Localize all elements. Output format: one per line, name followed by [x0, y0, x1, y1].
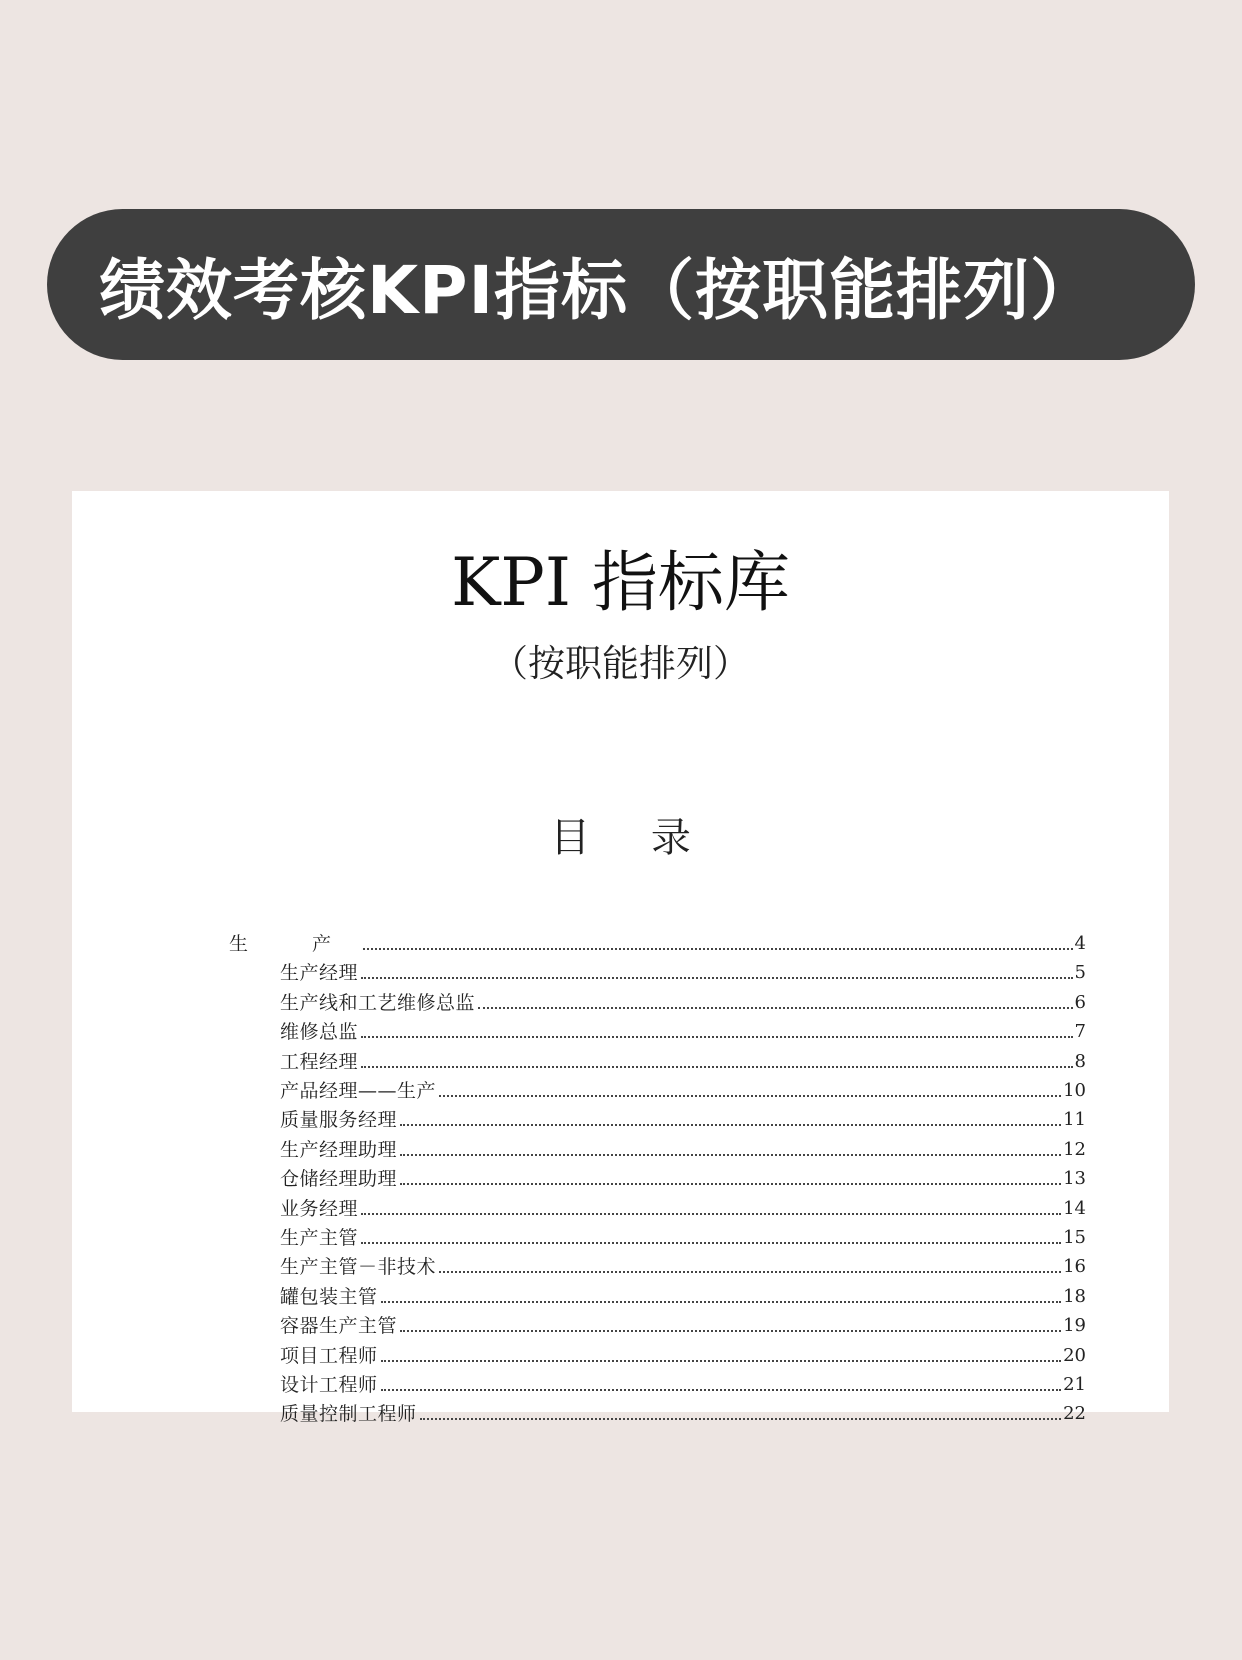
toc-entry-page-number: 22	[1063, 1403, 1086, 1425]
toc-dot-leader	[400, 1124, 1061, 1126]
toc-entry-page-number: 13	[1063, 1168, 1086, 1190]
toc-entry-label: 工程经理	[280, 1050, 359, 1073]
toc-dot-leader	[381, 1360, 1062, 1362]
toc-entry	[280, 987, 1086, 1015]
document-title: KPI 指标库	[451, 544, 790, 621]
toc-dot-leader	[381, 1301, 1062, 1303]
toc-entry	[280, 1134, 1086, 1162]
toc-entry	[280, 957, 1086, 985]
toc-dot-leader	[361, 1213, 1061, 1215]
toc-entry-label: 质量控制工程师	[280, 1403, 417, 1426]
toc-dot-leader	[361, 1242, 1061, 1244]
title-banner	[47, 209, 1195, 360]
toc-entry-page-number: 5	[1074, 962, 1086, 984]
toc-dot-leader	[439, 1271, 1061, 1273]
toc-dot-leader	[439, 1095, 1061, 1097]
toc-entry-page-number: 19	[1063, 1315, 1086, 1337]
toc-dot-leader	[400, 1154, 1061, 1156]
toc-entry	[280, 1251, 1086, 1279]
toc-dot-leader	[420, 1418, 1062, 1420]
toc-entry-page-number: 18	[1063, 1285, 1086, 1307]
toc-entry-page-number: 7	[1074, 1021, 1086, 1043]
toc-entry-label: 生产主管	[280, 1227, 359, 1249]
toc-dot-leader	[361, 1036, 1073, 1038]
toc-entry-page-number: 12	[1063, 1138, 1086, 1160]
toc-entry	[280, 1163, 1086, 1191]
toc-entry-label: 维修总监	[280, 1021, 359, 1044]
toc-dot-leader	[400, 1330, 1061, 1332]
toc-dot-leader	[400, 1183, 1061, 1185]
toc-entry	[280, 1369, 1086, 1397]
toc-entry-page-number: 8	[1074, 1050, 1086, 1072]
toc-entry-page-number: 10	[1063, 1080, 1086, 1101]
toc-entry	[280, 1104, 1086, 1132]
toc-entry	[280, 1340, 1086, 1368]
toc-entry-page-number: 16	[1063, 1256, 1086, 1278]
document-subtitle: （按职能排列）	[491, 642, 750, 685]
toc-entry-label: 生产经理助理	[280, 1138, 398, 1161]
toc-entry	[280, 1193, 1086, 1221]
toc-entry-label: 业务经理	[280, 1197, 359, 1220]
toc-entry	[280, 1046, 1086, 1074]
toc-entry	[280, 1398, 1086, 1426]
toc-entry-label: 容器生产主管	[280, 1315, 398, 1338]
toc-dot-leader	[478, 1007, 1073, 1009]
toc-entry-page-number: 11	[1063, 1109, 1086, 1131]
toc-entry-label: 生产线和工艺维修总监	[280, 991, 476, 1014]
toc-dot-leader	[381, 1389, 1062, 1391]
toc-dot-leader	[361, 1066, 1073, 1068]
toc-heading: 目 录	[550, 815, 715, 861]
toc-entry-label: 产品经理——生产	[280, 1080, 437, 1102]
toc-dot-leader	[363, 948, 1073, 950]
toc-entry	[280, 1075, 1086, 1103]
toc-entry-label: 生 产	[229, 933, 361, 955]
toc-entry-page-number: 15	[1063, 1227, 1086, 1248]
toc-dot-leader	[361, 977, 1073, 979]
banner-title: 绩效考核KPI指标（按职能排列）	[99, 252, 1098, 329]
toc-entry	[280, 1310, 1086, 1338]
toc-entry-label: 生产经理	[280, 962, 359, 985]
toc-entry	[280, 1281, 1086, 1309]
toc-entry-page-number: 21	[1063, 1374, 1086, 1395]
toc-entry-page-number: 20	[1063, 1344, 1086, 1366]
toc-entry-label: 生产主管－非技术	[280, 1256, 437, 1279]
toc-entry-page-number: 4	[1074, 933, 1086, 954]
toc-entry-label: 质量服务经理	[280, 1109, 398, 1132]
toc-entry-page-number: 6	[1074, 991, 1086, 1013]
toc-entry	[280, 1016, 1086, 1044]
toc-entry	[229, 928, 1086, 956]
document-page	[72, 491, 1169, 1426]
toc-entry-label: 项目工程师	[280, 1344, 378, 1367]
toc-entry-label: 设计工程师	[280, 1374, 378, 1396]
toc-entry-label: 罐包装主管	[280, 1285, 378, 1308]
toc-entry-label: 仓储经理助理	[280, 1168, 398, 1191]
toc-entry-page-number: 14	[1063, 1197, 1086, 1219]
toc-entry	[280, 1222, 1086, 1250]
